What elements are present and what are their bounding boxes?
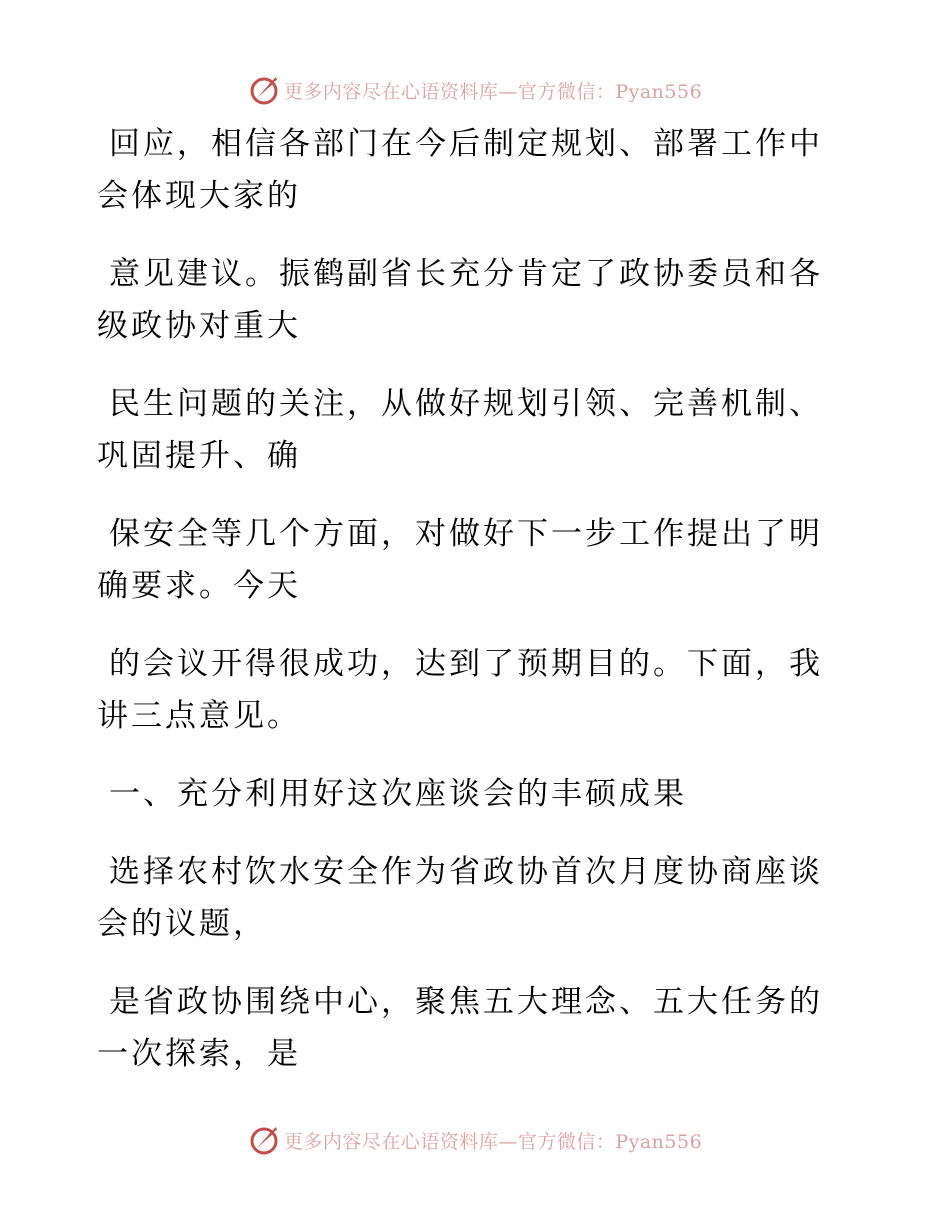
paragraph — [97, 846, 837, 950]
paragraph-line: 选择农村饮水安全作为省政协首次月度协商座谈 — [109, 854, 823, 890]
paragraph-line: 会的议题， — [97, 906, 267, 942]
paragraph — [97, 976, 837, 1080]
paragraph-line: 的会议开得很成功，达到了预期目的。下面，我 — [109, 646, 823, 682]
paragraph-line: 回应，相信各部门在今后制定规划、部署工作中 — [109, 126, 823, 162]
paragraph-line: 讲三点意见。 — [97, 698, 301, 734]
feather-quill-logo — [248, 1124, 280, 1156]
paragraph-line: 会体现大家的 — [97, 178, 301, 214]
paragraph-line: 巩固提升、确 — [97, 438, 301, 474]
paragraph-line: 级政协对重大 — [97, 308, 301, 344]
paragraph — [97, 118, 837, 222]
paragraph — [97, 638, 837, 742]
paragraph — [97, 378, 837, 482]
paragraph-line: 保安全等几个方面，对做好下一步工作提出了明 — [109, 516, 823, 552]
paragraph-line: 民生问题的关注，从做好规划引领、完善机制、 — [109, 386, 823, 422]
paragraph — [97, 248, 837, 352]
paragraph-line: 一次探索，是 — [97, 1036, 301, 1072]
paragraph — [97, 508, 837, 612]
header-watermark — [0, 70, 950, 110]
feather-quill-logo — [248, 74, 280, 106]
paragraph-line: 确要求。今天 — [97, 568, 301, 604]
paragraph-line: 意见建议。振鹤副省长充分肯定了政协委员和各 — [109, 256, 823, 292]
watermark-text: 更多内容尽在心语资料库—官方微信：Pyan556 — [283, 80, 703, 103]
paragraph-line: 是省政协围绕中心，聚焦五大理念、五大任务的 — [109, 984, 823, 1020]
footer-watermark — [0, 1120, 950, 1160]
document-body — [97, 118, 837, 1106]
section-heading: 一、充分利用好这次座谈会的丰硕成果 — [109, 776, 687, 812]
watermark-text: 更多内容尽在心语资料库—官方微信：Pyan556 — [283, 1130, 703, 1153]
